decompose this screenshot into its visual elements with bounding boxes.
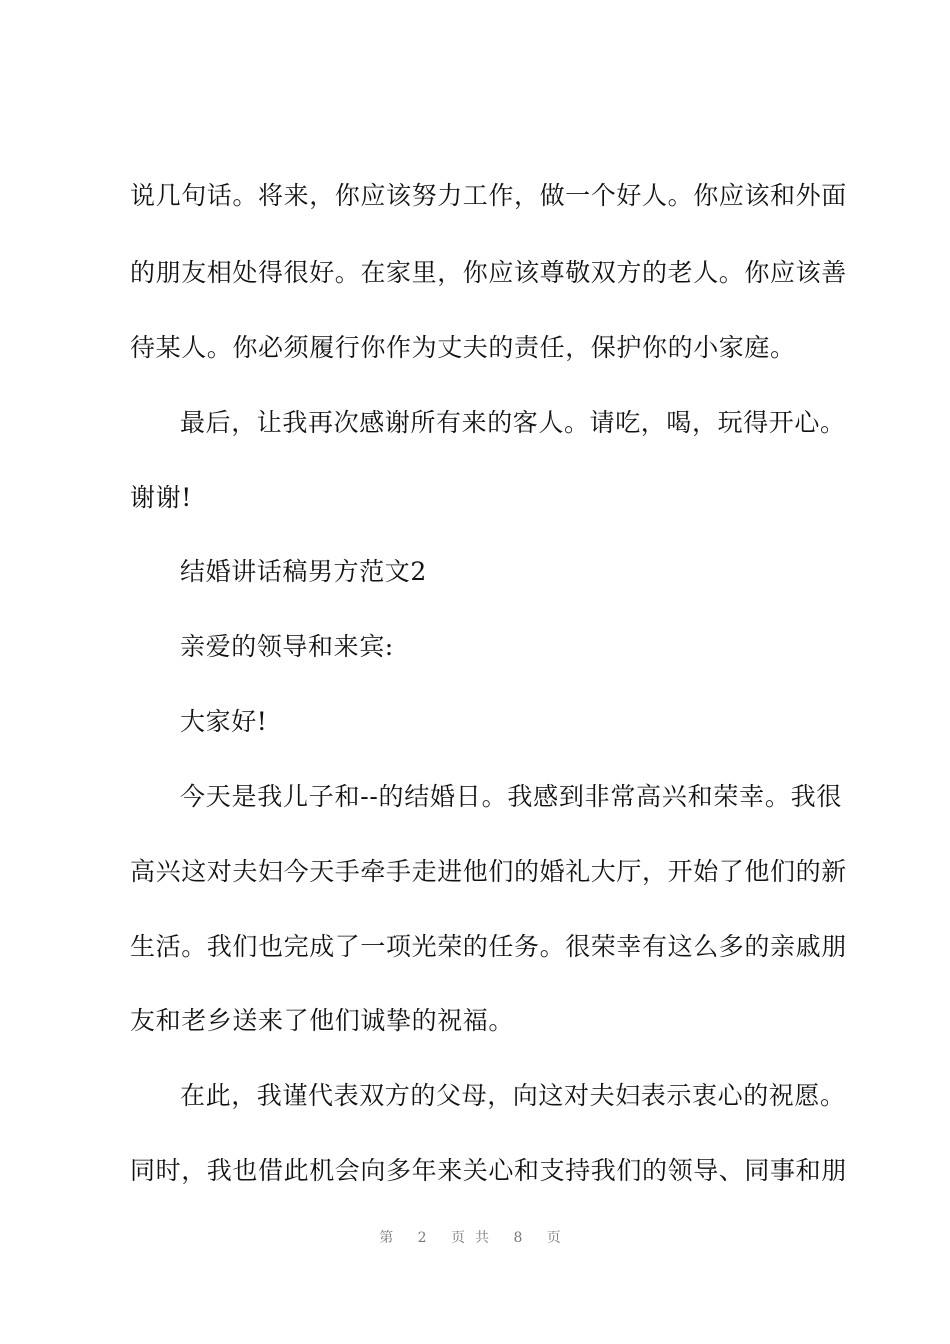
body-line-12: 友和老乡送来了他们诚挚的祝福。: [130, 1006, 515, 1035]
page-number-footer: 第 2 页共 8 页: [379, 1230, 571, 1246]
body-line-9: 今天是我儿子和--的结婚日。我感到非常高兴和荣幸。我很: [180, 782, 842, 811]
body-line-3: 待某人。你必须履行你作为丈夫的责任，保护你的小家庭。: [130, 333, 796, 362]
body-line-14: 同时，我也借此机会向多年来关心和支持我们的领导、同事和朋: [130, 1156, 847, 1185]
body-line-2: 的朋友相处得很好。在家里，你应该尊敬双方的老人。你应该善: [130, 258, 847, 287]
body-line-5: 谢谢!: [130, 483, 192, 512]
body-line-11: 生活。我们也完成了一项光荣的任务。很荣幸有这么多的亲戚朋: [130, 932, 847, 961]
section-heading: 结婚讲话稿男方范文2: [180, 557, 427, 586]
body-line-10: 高兴这对夫妇今天手牵手走进他们的婚礼大厅，开始了他们的新: [130, 857, 847, 886]
body-line-13: 在此，我谨代表双方的父母，向这对夫妇表示衷心的祝愿。: [180, 1081, 846, 1110]
salutation-line: 亲爱的领导和来宾:: [180, 632, 394, 661]
greeting-line: 大家好!: [180, 707, 268, 736]
body-line-1: 说几句话。将来，你应该努力工作，做一个好人。你应该和外面: [130, 181, 847, 210]
body-line-4: 最后，让我再次感谢所有来的客人。请吃，喝，玩得开心。: [180, 408, 846, 437]
